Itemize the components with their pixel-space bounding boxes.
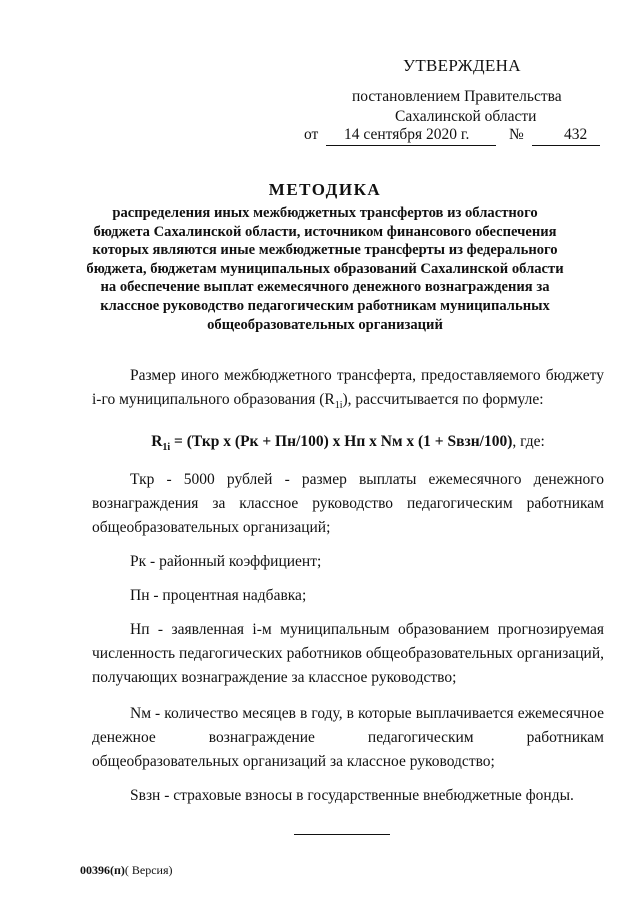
subtitle-line: которых являются иные межбюджетные трансферты из федерального <box>92 242 558 259</box>
definition-item: Nм - количество месяцев в году, в которые выплачивается ежемесячное денежное вознаграждение педагогическим работникам общеобразовательных организаций за классное руководство; <box>92 705 604 771</box>
title-subtitle <box>60 204 590 334</box>
end-divider <box>294 834 390 835</box>
date-underline <box>326 145 496 146</box>
approval-heading: УТВЕРЖДЕНА <box>403 56 521 75</box>
definition-item: Нп - заявленная i-м муниципальным образованием прогнозируемая численность педагогических работников общеобразовательных организаций, получающих вознаграждение за классное руководство; <box>92 621 604 687</box>
approval-line-1: постановлением Правительства <box>352 88 562 105</box>
intro-text-a: Размер иного межбюджетного трансферта, предоставляемого бюджету i-го муниципального образования (R <box>92 367 604 408</box>
subtitle-line: бюджета Сахалинской области, источником финансового обеспечения <box>93 223 557 240</box>
approval-number: 432 <box>564 126 588 143</box>
intro-paragraph <box>92 364 604 418</box>
subtitle-line: на обеспечение выплат ежемесячного денежного вознаграждения за <box>100 279 550 296</box>
subtitle-line: бюджета, бюджетам муниципальных образований Сахалинской области <box>86 260 564 277</box>
definition-item: Рк - районный коэффициент; <box>130 553 322 571</box>
approval-date-line <box>300 126 600 148</box>
footer-doc-code: 00396(п) <box>80 863 125 877</box>
intro-subscript: 1i <box>334 400 343 412</box>
intro-text-b: ), рассчитывается по формуле: <box>342 391 544 408</box>
approval-line-2: Сахалинской области <box>395 108 537 125</box>
formula-main: = (Ткр х (Рк + Пн/100) х Нп х Nм х (1 + Sвзн/100) <box>170 433 513 451</box>
definition-item: Sвзн - страховые взносы в государственные внебюджетные фонды. <box>130 787 574 805</box>
formula-subscript: 1i <box>162 442 171 454</box>
formula-tail: , где: <box>512 433 545 451</box>
footer-code <box>80 863 173 878</box>
approval-date: 14 сентября 2020 г. <box>344 126 470 143</box>
subtitle-line: классное руководство педагогическим работникам муниципальных <box>100 297 550 314</box>
subtitle-line: общеобразовательных организаций <box>207 316 443 333</box>
title-main: МЕТОДИКА <box>268 180 382 199</box>
formula <box>92 430 604 460</box>
definition-item: Пн - процентная надбавка; <box>130 587 307 605</box>
subtitle-line: распределения иных межбюджетных трансфертов из областного <box>112 205 538 221</box>
definition-item: Ткр - 5000 рублей - размер выплаты ежемесячного денежного вознаграждения за классное руководство педагогическим работникам общеобразовательных организаций; <box>92 471 604 537</box>
number-underline <box>532 145 600 146</box>
formula-r: R <box>151 433 163 451</box>
number-label: № <box>509 126 524 143</box>
document-title <box>60 180 590 334</box>
from-label: от <box>304 126 319 143</box>
footer-version: ( Версия) <box>124 863 173 877</box>
document-body <box>92 364 604 808</box>
